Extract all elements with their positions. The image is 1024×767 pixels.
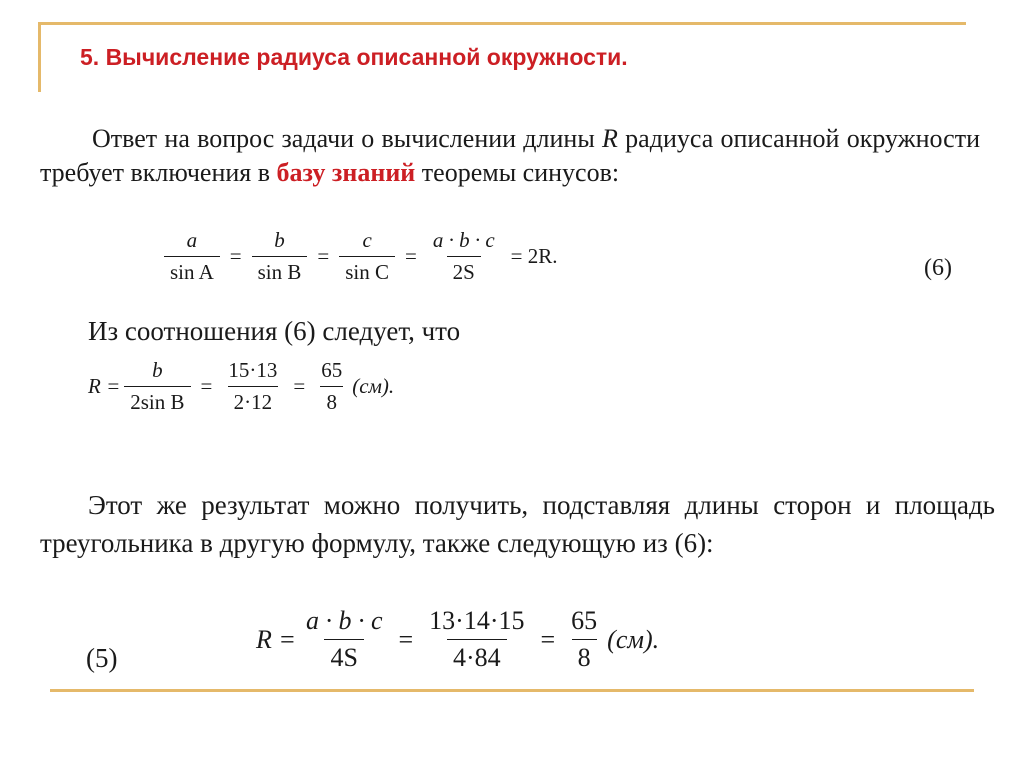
slide-title: 5. Вычисление радиуса описанной окружности. bbox=[80, 44, 628, 70]
equals-sign: = bbox=[398, 624, 414, 654]
intro-var: R bbox=[602, 124, 618, 153]
fraction-c-sinC: $\frac{c}{\text{sin C}}$ bbox=[339, 228, 395, 285]
paragraph-from-relation: Из соотношения (6) следует, что bbox=[88, 316, 461, 346]
fraction-13x14x15-4x84: $\frac{13\cdot 14\cdot 15}{4\cdot 84}$ bbox=[429, 606, 525, 672]
fraction-abc-4S: $\frac{a \cdot b \cdot c}{4S}$ bbox=[305, 606, 383, 672]
intro-before: Ответ на вопрос задачи о вычислении длины bbox=[92, 124, 603, 153]
equation-number-6: (6) bbox=[924, 255, 952, 281]
fraction-65-8: $\frac{65}{8}$ bbox=[571, 606, 598, 672]
equals-sign: = bbox=[229, 244, 242, 268]
radius-formula-1 bbox=[88, 358, 394, 415]
intro-after: теоремы синусов: bbox=[415, 158, 620, 187]
paragraph-same-result: Этот же результат можно получить, подставляя длины сторон и площадь треугольника в другую формулу, также следующую из (6): bbox=[40, 490, 995, 558]
equals-sign: = bbox=[293, 374, 306, 398]
fraction-65-8: $\frac{65}{8}$ bbox=[321, 358, 343, 414]
frame-top-line bbox=[38, 22, 966, 25]
equals-sign: = bbox=[540, 624, 556, 654]
equals-sign: = bbox=[404, 244, 417, 268]
fraction-b-2sinB: $\frac{b}{\text{2sin B}}$ bbox=[124, 358, 190, 415]
sine-theorem-formula bbox=[160, 228, 564, 285]
paragraph-intro bbox=[40, 122, 980, 190]
equals-sign: = bbox=[200, 374, 213, 398]
knowledge-base-highlight: базу знаний bbox=[276, 158, 416, 187]
frame-bottom-line bbox=[50, 689, 974, 692]
unit-cm: (см). bbox=[607, 624, 660, 654]
intro-middle: радиуса описанной окружности требует включения в bbox=[40, 124, 980, 187]
radius-lhs: R = bbox=[256, 624, 296, 654]
equation-number-5: (5) bbox=[86, 643, 118, 673]
fraction-abc-2S: $\frac{a \cdot b \cdot c}{2S}$ bbox=[432, 228, 495, 284]
frame-left-line bbox=[38, 22, 41, 92]
fraction-b-sinB: $\frac{b}{\text{sin B}}$ bbox=[252, 228, 308, 285]
radius-formula-2 bbox=[256, 606, 659, 673]
radius-lhs: R = bbox=[88, 374, 121, 398]
fraction-a-sinA: $\frac{a}{\text{sin A}}$ bbox=[164, 228, 220, 285]
equals-2R: = 2R. bbox=[510, 244, 558, 268]
unit-cm: (см). bbox=[352, 374, 395, 398]
fraction-15x13-2x12: $\frac{15\cdot 13}{2\cdot 12}$ bbox=[228, 358, 278, 414]
equals-sign: = bbox=[317, 244, 330, 268]
